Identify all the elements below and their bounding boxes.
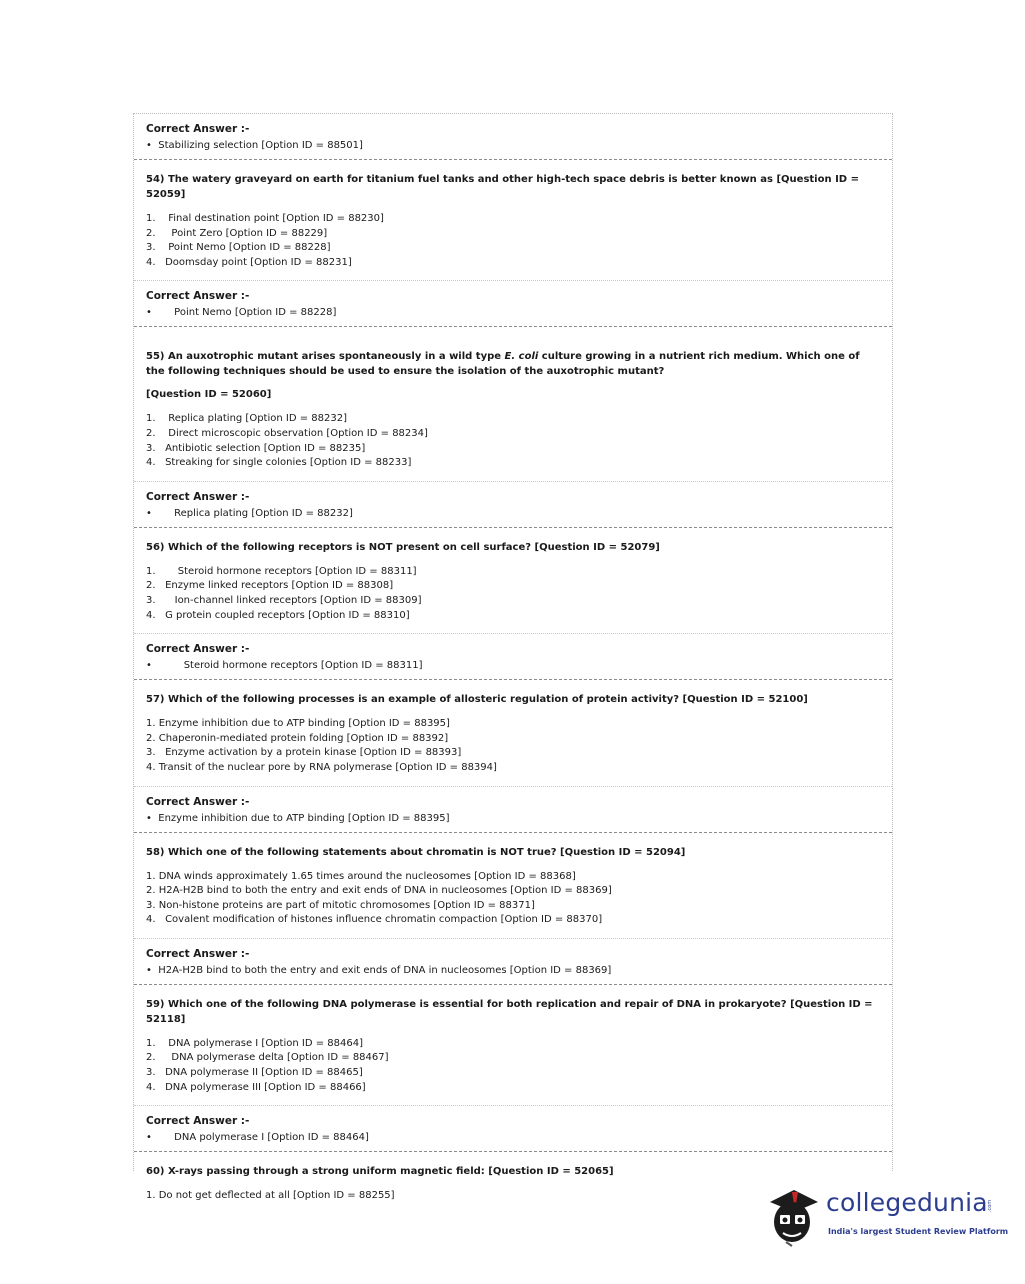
option: 2. DNA polymerase delta [Option ID = 88467] [146,1052,389,1064]
correct-answer-text: • H2A-H2B bind to both the entry and exit ends of DNA in nucleosomes [Option ID = 88369] [146,964,612,976]
correct-answer-text: • Steroid hormone receptors [Option ID = 88311] [146,660,423,672]
question-title: 58) Which one of the following statements about chromatin is NOT true? [Question ID = 52094] [146,846,686,858]
correct-answer-label: Correct Answer :- [146,643,250,656]
options-list [134,412,892,481]
option: 3. Ion-channel linked receptors [Option ID = 88309] [146,594,422,606]
brand-name: collegedunia [826,1188,988,1217]
option: 1. Enzyme inhibition due to ATP binding [Option ID = 88395] [146,718,450,730]
option: 1. Steroid hormone receptors [Option ID = 88311] [146,565,417,577]
question-title: 54) The watery graveyard on earth for titanium fuel tanks and other high-tech space debris is better known as [Question ID = 52059] [146,174,859,200]
answer-block-58 [134,939,892,985]
correct-answer-label: Correct Answer :- [146,795,250,808]
answer-block-54 [134,281,892,327]
question-id: [Question ID = 52060] [146,389,272,401]
option: 4. G protein coupled receptors [Option ID = 88310] [146,609,410,621]
correct-answer-label: Correct Answer :- [146,490,250,503]
question-59 [134,985,892,1106]
option: 1. DNA polymerase I [Option ID = 88464] [146,1037,363,1049]
question-title: 60) X-rays passing through a strong uniform magnetic field: [Question ID = 52065] [146,1166,614,1178]
option: 3. Antibiotic selection [Option ID = 88235] [146,442,366,454]
question-title: 59) Which one of the following DNA polymerase is essential for both replication and repair of DNA in prokaryote? [Question ID = 52118] [146,998,873,1025]
question-paper [133,113,893,1202]
options-list [134,565,892,634]
correct-answer-label: Correct Answer :- [146,123,250,135]
option: 1. Replica plating [Option ID = 88232] [146,413,347,425]
question-54 [134,160,892,281]
correct-answer-text: • Point Nemo [Option ID = 88228] [146,307,337,319]
correct-answer-text: • Stabilizing selection [Option ID = 88501] [146,140,363,151]
correct-answer-label: Correct Answer :- [146,947,250,960]
question-title: 56) Which of the following receptors is NOT present on cell surface? [Question ID = 52079] [146,541,660,553]
correct-answer-text: • DNA polymerase I [Option ID = 88464] [146,1132,369,1144]
option: 4. Streaking for single colonies [Option ID = 88233] [146,457,412,469]
option: 2. H2A-H2B bind to both the entry and exit ends of DNA in nucleosomes [Option ID = 88369] [146,885,612,897]
mascot-icon [770,1190,818,1246]
question-57 [134,680,892,786]
question-58 [134,833,892,939]
question-55 [134,327,892,481]
option: 2. Point Zero [Option ID = 88229] [146,227,328,239]
option: 3. Non-histone proteins are part of mitotic chromosomes [Option ID = 88371] [146,899,535,911]
brand-tagline: India's largest Student Review Platform [828,1227,1009,1236]
question-56 [134,528,892,634]
answer-block-55 [134,482,892,528]
correct-answer-text: • Enzyme inhibition due to ATP binding [Option ID = 88395] [146,812,450,824]
option: 2. Direct microscopic observation [Option ID = 88234] [146,427,428,439]
option: 3. DNA polymerase II [Option ID = 88465] [146,1067,363,1079]
option: 1. Final destination point [Option ID = 88230] [146,213,384,224]
options-list [134,212,892,281]
answer-block-56 [134,634,892,680]
options-list [134,1037,892,1106]
correct-answer-label: Correct Answer :- [146,1115,250,1128]
question-title: 57) Which of the following processes is an example of allosteric regulation of protein activity? [Question ID = 52100] [146,694,808,706]
option: 2. Enzyme linked receptors [Option ID = 88308] [146,580,394,592]
answer-block-59 [134,1106,892,1152]
options-list [134,870,892,939]
correct-answer-label: Correct Answer :- [146,290,250,303]
option: 4. Doomsday point [Option ID = 88231] [146,256,352,268]
option: 2. Chaperonin-mediated protein folding [Option ID = 88392] [146,732,449,744]
option: 1. Do not get deflected at all [Option ID = 88255] [146,1190,395,1202]
option: 1. DNA winds approximately 1.65 times around the nucleosomes [Option ID = 88368] [146,870,576,882]
option: 3. Enzyme activation by a protein kinase [Option ID = 88393] [146,747,462,759]
option: 4. Covalent modification of histones influence chromatin compaction [Option ID = 88370] [146,914,603,926]
option: 3. Point Nemo [Option ID = 88228] [146,242,331,254]
option: 4. Transit of the nuclear pore by RNA polymerase [Option ID = 88394] [146,761,497,773]
option: 4. DNA polymerase III [Option ID = 88466] [146,1081,366,1093]
correct-answer-text: • Replica plating [Option ID = 88232] [146,507,353,519]
answer-block-57 [134,787,892,833]
brand-domain-suffix: .com [987,1199,994,1213]
question-title: 55) An auxotrophic mutant arises spontaneously in a wild type E. coli culture growing in a nutrient rich medium. Which one of the following techniques should be used to ensure the isolation of the auxotrophic mutant? [146,351,860,378]
answer-block-53 [134,114,892,160]
options-list [134,717,892,786]
